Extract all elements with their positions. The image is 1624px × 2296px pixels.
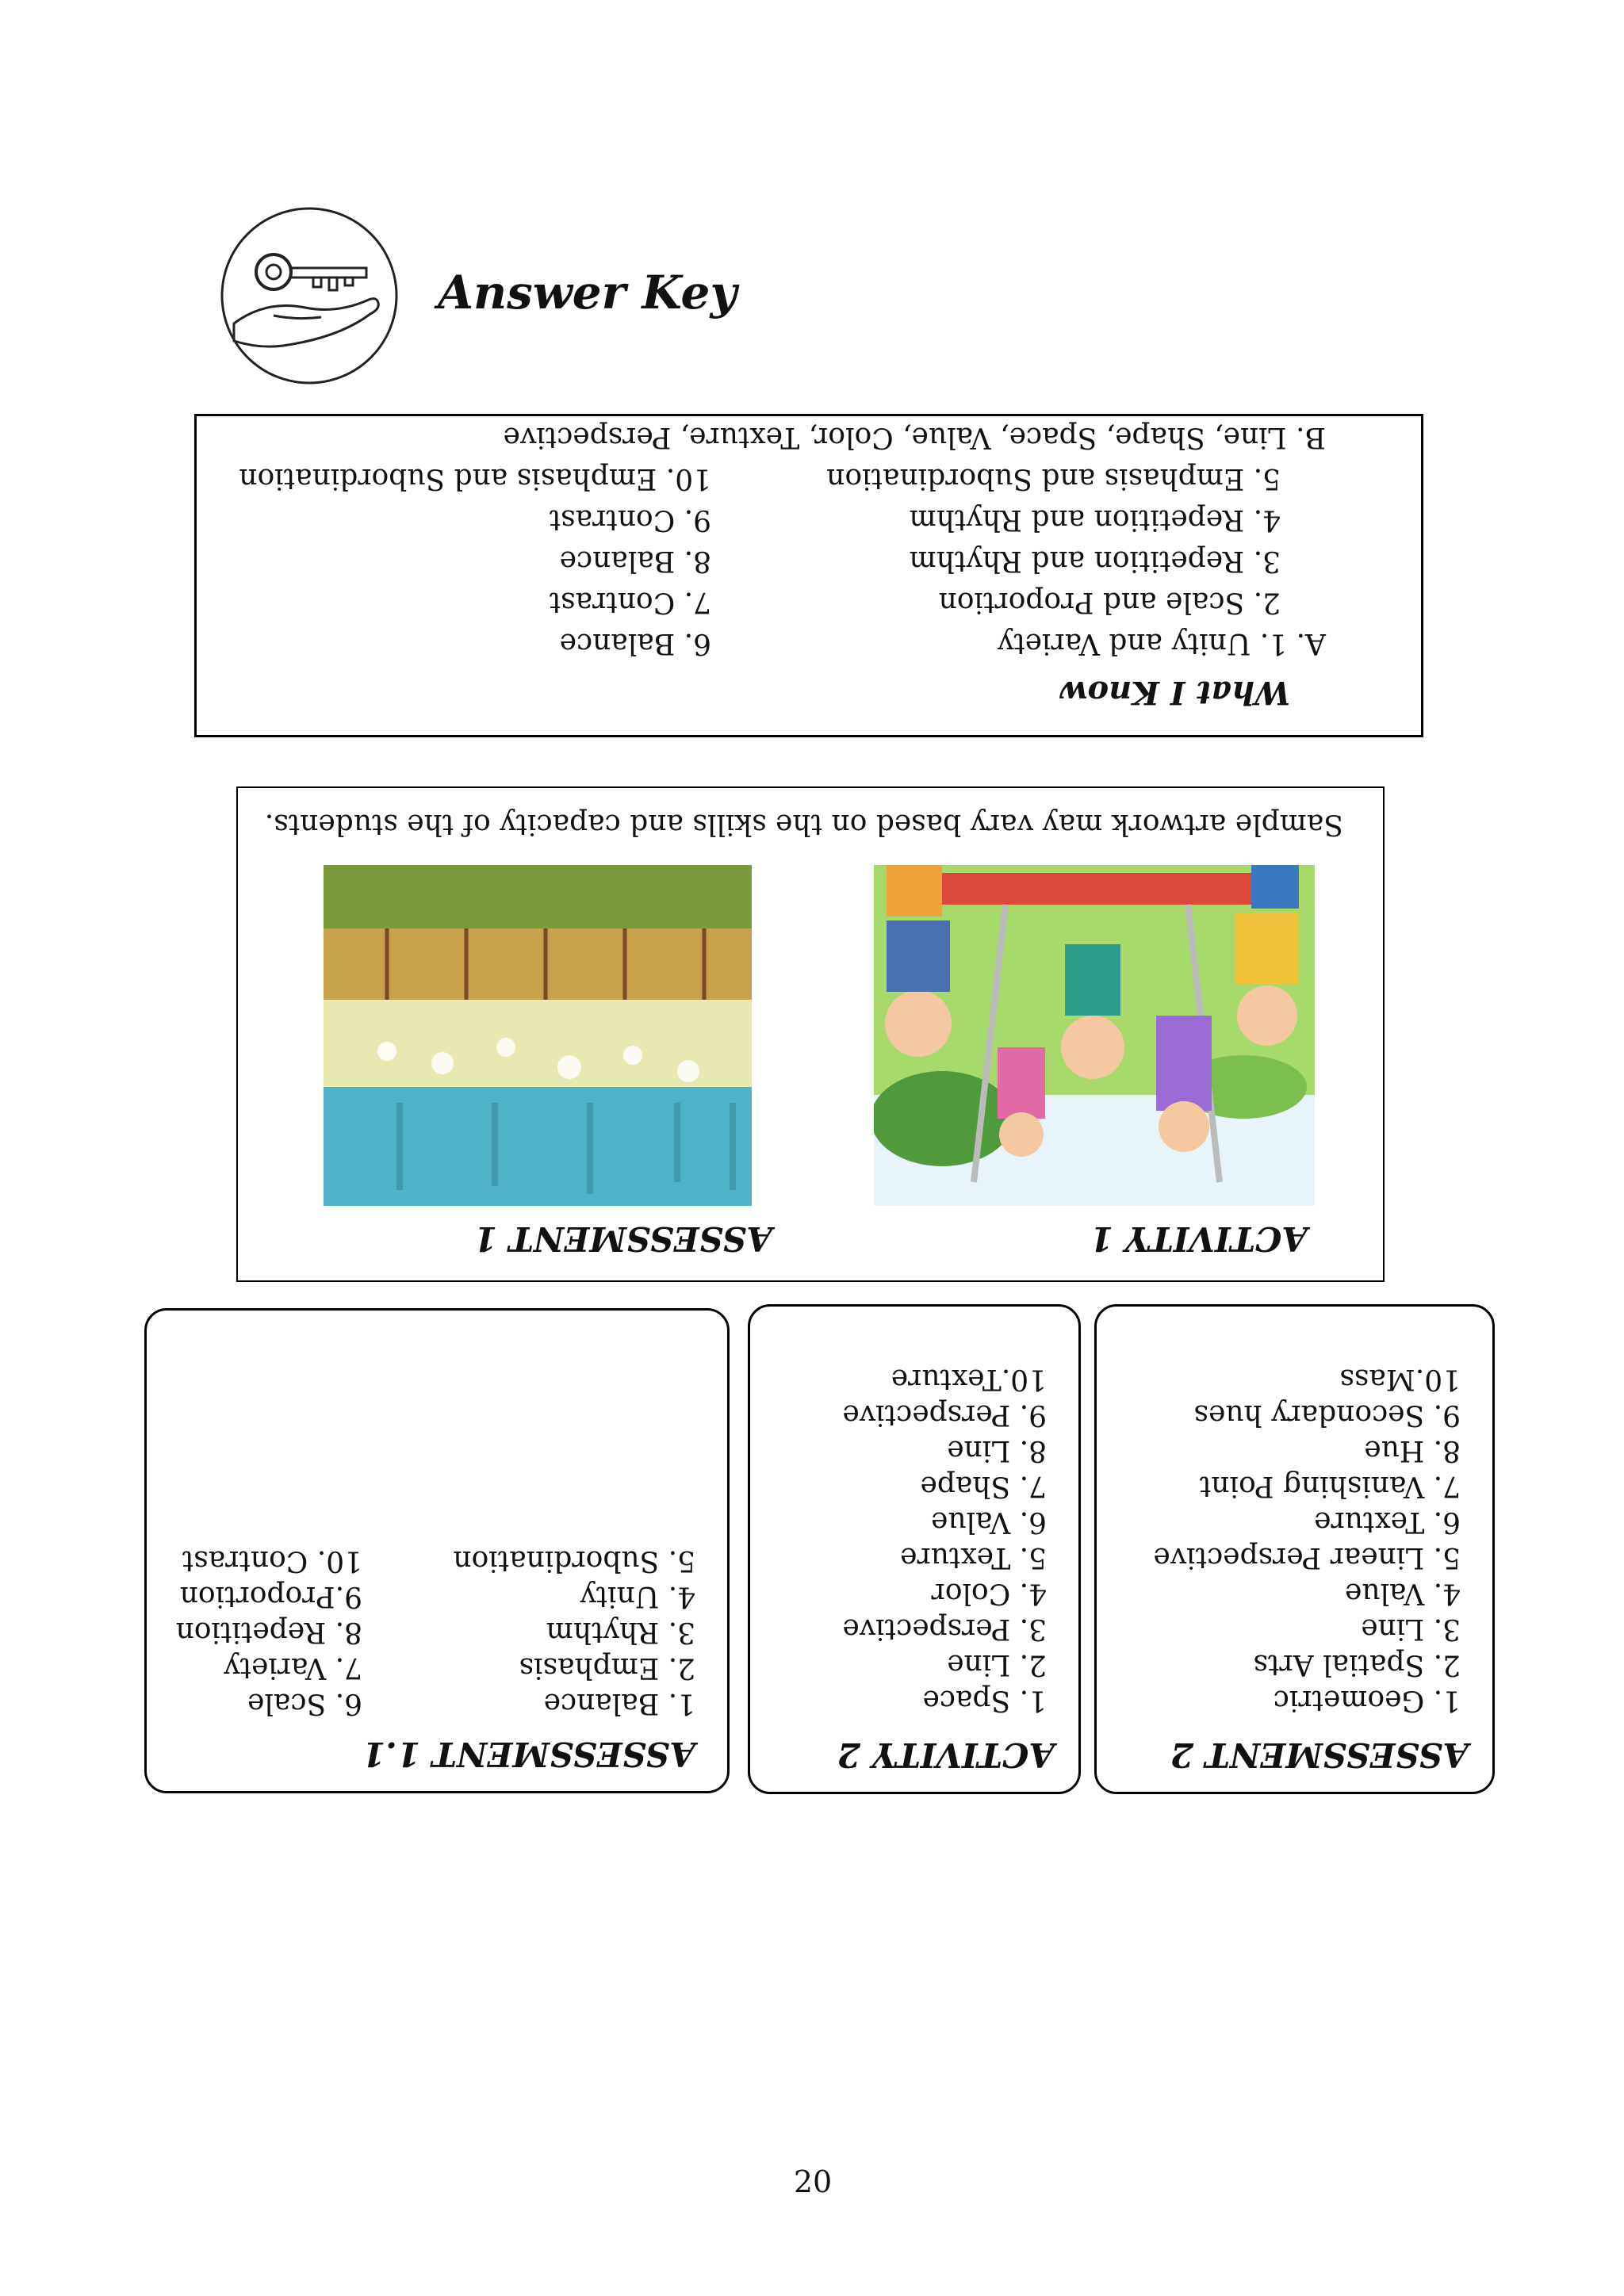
what-i-know-title: What I Know (1060, 674, 1290, 711)
list-item: 10. Contrast (182, 1544, 362, 1577)
list-item: 9.Proportion (179, 1580, 362, 1613)
list-item: 6. Scale (247, 1687, 362, 1720)
list-item: 6. Value (931, 1506, 1047, 1538)
wik-item: 9. Contrast (549, 503, 711, 536)
page-number: 20 (793, 2164, 833, 2199)
page-title: Answer Key (438, 266, 737, 320)
list-item: 1. Geometric (1273, 1684, 1461, 1716)
list-item: 4. Value (1345, 1577, 1461, 1609)
assessment2-box (1094, 1304, 1495, 1794)
activity2-title: ACTIVITY 2 (837, 1735, 1055, 1774)
activity1-note: Sample artwork may vary based on the skills and capacity of the students. (264, 808, 1343, 840)
list-item: 5. Texture (900, 1541, 1047, 1574)
list-item: 3. Rhythm (546, 1616, 695, 1648)
landscape-painting-artwork (324, 865, 752, 1206)
wik-item: 4. Repetition and Rhythm (909, 503, 1281, 536)
list-item: 10.Texture (891, 1363, 1047, 1395)
list-item: 9. Perspective (842, 1399, 1047, 1431)
activity1-box (236, 786, 1385, 1282)
list-item: 8. Line (947, 1434, 1047, 1467)
wik-item: 3. Repetition and Rhythm (909, 545, 1281, 577)
list-item: 2. Emphasis (519, 1651, 695, 1684)
list-item: 2. Line (947, 1648, 1047, 1681)
list-item: 8. Repetition (175, 1616, 362, 1648)
list-item: 10.Mass (1339, 1363, 1461, 1395)
list-item: 1. Space (922, 1684, 1047, 1716)
list-item: 7. Shape (920, 1470, 1047, 1502)
assessment1-heading: ASSESSMENT 1 (473, 1219, 772, 1258)
list-item: 1. Balance (543, 1687, 695, 1720)
list-item: 8. Hue (1364, 1434, 1461, 1467)
list-item: 2. Spatial Arts (1253, 1648, 1461, 1681)
wik-item: 5. Emphasis and Subordination (826, 462, 1281, 495)
assessment11-box (144, 1308, 730, 1793)
what-i-know-box (194, 414, 1423, 737)
list-item: 3. Line (1361, 1613, 1461, 1645)
assessment11-title: ASSESSMENT 1.1 (362, 1735, 695, 1774)
list-item: 9. Secondary hues (1193, 1399, 1461, 1431)
list-item: 7. Vanishing Point (1199, 1470, 1461, 1502)
activity2-box (748, 1304, 1081, 1794)
key-in-hand-icon (218, 205, 400, 387)
wik-item: 10. Emphasis and Subordination (239, 462, 711, 495)
list-item: 4. Color (931, 1577, 1047, 1609)
wik-item: 7. Contrast (549, 586, 711, 618)
list-item: 5. Subordination (453, 1544, 695, 1577)
list-item: 3. Perspective (842, 1613, 1047, 1645)
wik-item: 6. Balance (559, 627, 711, 660)
list-item: 6. Texture (1314, 1506, 1461, 1538)
assessment2-title: ASSESSMENT 2 (1170, 1735, 1469, 1774)
wik-item: 8. Balance (559, 545, 711, 577)
activity1-heading: ACTIVITY 1 (1090, 1219, 1308, 1258)
list-item: 4. Unity (580, 1580, 695, 1613)
wik-part-b: B. Line, Shape, Space, Value, Color, Texture, Perspective (503, 421, 1326, 453)
list-item: 7. Variety (224, 1651, 362, 1684)
list-item: 5. Linear Perspective (1153, 1541, 1461, 1574)
wik-item: 2. Scale and Proportion (938, 586, 1281, 618)
children-playground-illustration (874, 865, 1315, 1206)
wik-item: A. 1. Unity and Variety (997, 627, 1326, 660)
